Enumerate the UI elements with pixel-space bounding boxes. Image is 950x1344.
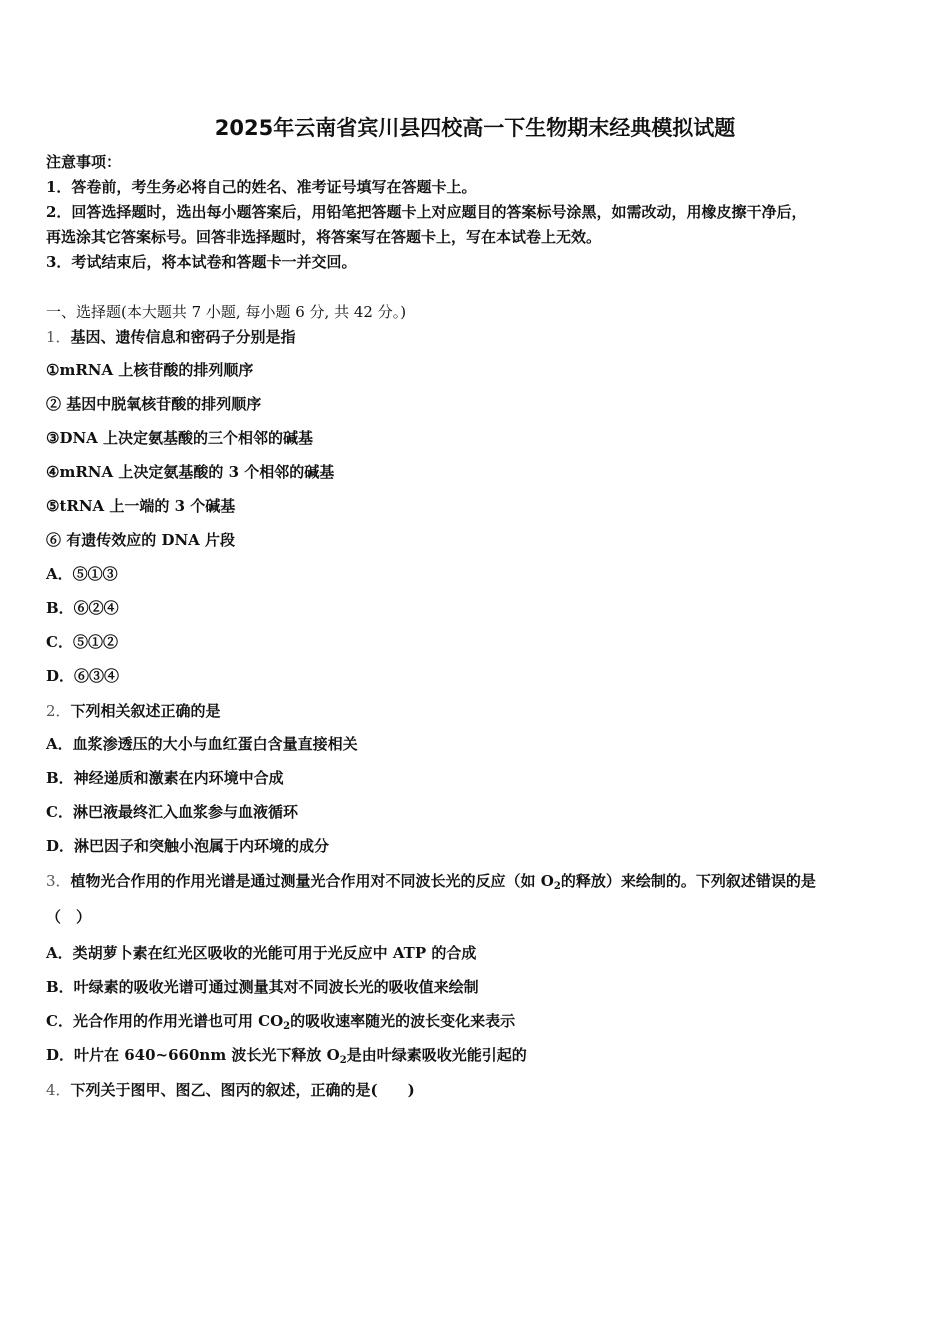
question-number: 3． [46,872,71,890]
question-stem: 基因、遗传信息和密码子分别是指 [70,328,296,346]
question-stem: 下列相关叙述正确的是 [70,702,221,720]
q2-option-a: A．血浆渗透压的大小与血红蛋白含量直接相关 [46,735,358,753]
subscript: 2 [339,1055,347,1066]
answer-bracket: （ ） [46,908,92,926]
question-stem-cont: 的释放）来绘制的。下列叙述错误的是 [560,872,816,890]
question-4 [46,1079,415,1100]
question-number: 2． [46,702,71,720]
question-stem: 下列关于图甲、图乙、图丙的叙述，正确的是( ) [70,1081,415,1099]
q2-option-d: D．淋巴因子和突触小泡属于内环境的成分 [46,837,330,855]
page-title: 2025年云南省宾川县四校高一下生物期末经典模拟试题 [214,116,736,140]
option-text-cont: 是由叶绿素吸收光能引起的 [346,1046,527,1064]
q2-option-c: C．淋巴液最终汇入血浆参与血液循环 [46,803,298,821]
q1-option-b: B．⑥②④ [46,599,119,617]
option-text: C．光合作用的作用光谱也可用 CO [46,1012,284,1030]
question-number: 4． [46,1081,71,1099]
q3-option-b: B．叶绿素的吸收光谱可通过测量其对不同波长光的吸收值来绘制 [46,978,479,996]
question-2 [46,700,221,721]
notice-item: 2．回答选择题时，选出每小题答案后，用铅笔把答题卡上对应题目的答案标号涂黑，如需改动，用橡皮擦干净后， [46,203,807,221]
q1-option-c: C．⑤①② [46,633,118,651]
q1-item: ⑥ 有遗传效应的 DNA 片段 [46,531,236,549]
notice-heading: 注意事项： [46,153,122,171]
notice-item: 1．答卷前，考生务必将自己的姓名、准考证号填写在答题卡上。 [46,178,477,196]
q3-option-c [46,1010,515,1032]
q3-option-d [46,1044,527,1066]
q3-option-a: A．类胡萝卜素在红光区吸收的光能可用于光反应中 ATP 的合成 [46,944,477,962]
option-text-cont: 的吸收速率随光的波长变化来表示 [290,1012,516,1030]
question-3 [46,870,816,892]
notice-item: 再选涂其它答案标号。回答非选择题时，将答案写在答题卡上，写在本试卷上无效。 [46,228,602,246]
notice-item: 3．考试结束后，将本试卷和答题卡一并交回。 [46,253,357,271]
q1-item: ⑤tRNA 上一端的 3 个碱基 [46,497,236,515]
q1-item: ③DNA 上决定氨基酸的三个相邻的碱基 [46,429,314,447]
q2-option-b: B．神经递质和激素在内环境中合成 [46,769,284,787]
question-1 [46,326,296,347]
section-heading: 一、选择题(本大题共 7 小题, 每小题 6 分, 共 42 分。) [46,303,407,321]
q1-option-d: D．⑥③④ [46,667,120,685]
question-stem: 植物光合作用的作用光谱是通过测量光合作用对不同波长光的反应（如 O [70,872,554,890]
q1-option-a: A．⑤①③ [46,565,118,583]
q1-item: ①mRNA 上核苷酸的排列顺序 [46,361,254,379]
q1-item: ② 基因中脱氧核苷酸的排列顺序 [46,395,262,413]
subscript: 2 [283,1021,291,1032]
option-text: D．叶片在 640~660nm 波长光下释放 O [46,1046,340,1064]
question-number: 1． [46,328,71,346]
subscript: 2 [553,881,561,892]
q1-item: ④mRNA 上决定氨基酸的 3 个相邻的碱基 [46,463,335,481]
